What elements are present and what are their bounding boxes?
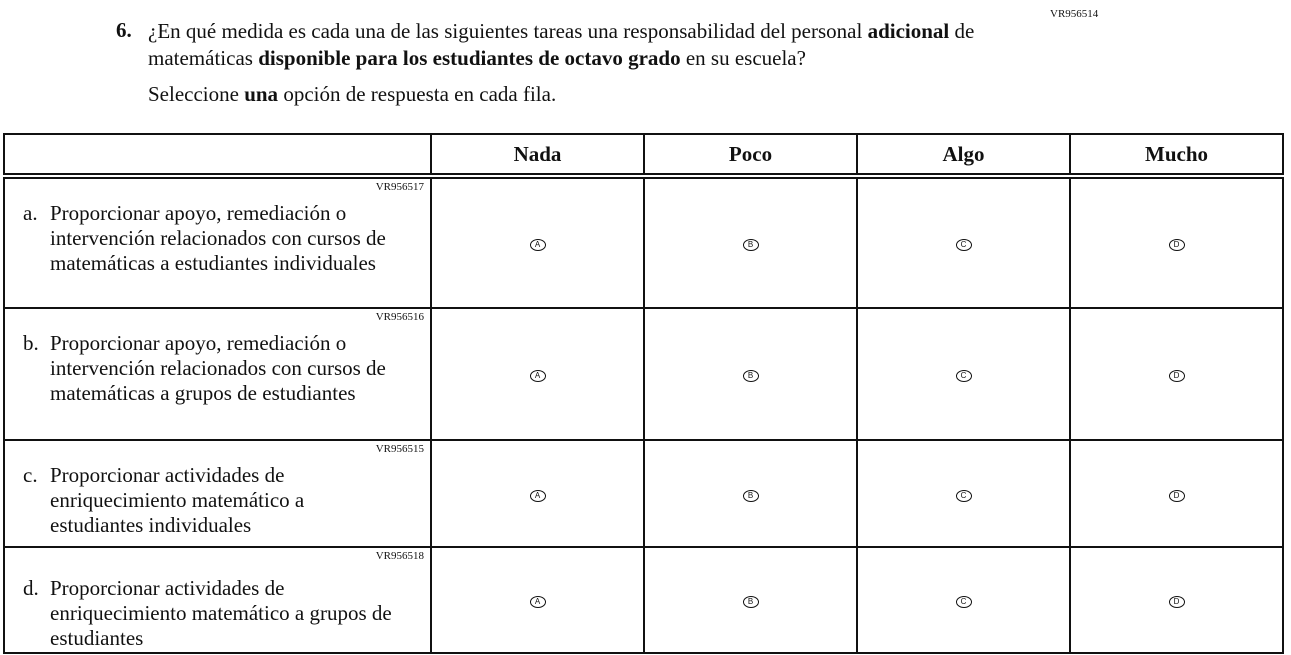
- option-cell: [1070, 176, 1283, 308]
- item-id: VR956517: [375, 181, 424, 193]
- option-cell: [1070, 440, 1283, 547]
- option-cell: [431, 440, 644, 547]
- option-cell: [1070, 308, 1283, 440]
- header-poco: Poco: [644, 134, 857, 176]
- response-bubble-c[interactable]: C: [956, 596, 972, 608]
- response-bubble-b[interactable]: B: [743, 596, 759, 608]
- option-cell: [857, 308, 1070, 440]
- text-bold: una: [244, 82, 279, 106]
- header-blank: [4, 134, 431, 176]
- item-id: VR956516: [375, 311, 424, 323]
- response-bubble-b[interactable]: B: [743, 490, 759, 502]
- header-mucho: Mucho: [1070, 134, 1283, 176]
- option-cell: [644, 547, 857, 653]
- option-cell: [644, 176, 857, 308]
- item-label: d.: [23, 576, 39, 600]
- option-cell: [431, 547, 644, 653]
- option-cell: [1070, 547, 1283, 653]
- header-algo: Algo: [857, 134, 1070, 176]
- response-bubble-d[interactable]: D: [1169, 490, 1185, 502]
- response-bubble-b[interactable]: B: [743, 370, 759, 382]
- item-text: Proporcionar actividades de enriquecimiento matemático a grupos de estudiantes: [50, 576, 392, 650]
- header-row: [4, 134, 1283, 176]
- option-cell: [431, 176, 644, 308]
- question-text: [148, 18, 1028, 72]
- table-row: [4, 308, 1283, 440]
- text: Seleccione: [148, 82, 245, 106]
- item-label: a.: [23, 201, 38, 225]
- text: de matemáticas: [148, 19, 975, 70]
- response-bubble-b[interactable]: B: [743, 239, 759, 251]
- item-cell: [4, 176, 431, 308]
- item-id: VR956518: [375, 550, 424, 562]
- item-text: Proporcionar apoyo, remediación o intervención relacionados con cursos de matemáticas a estudiantes individuales: [50, 201, 386, 275]
- response-bubble-c[interactable]: C: [956, 239, 972, 251]
- response-bubble-a[interactable]: A: [530, 370, 546, 382]
- question-number: 6.: [116, 18, 132, 42]
- item-text: Proporcionar actividades de enriquecimiento matemático a estudiantes individuales: [50, 463, 305, 537]
- response-bubble-d[interactable]: D: [1169, 239, 1185, 251]
- response-grid: [3, 133, 1284, 654]
- question-id: VR956514: [1050, 8, 1099, 20]
- item-cell: [4, 547, 431, 653]
- response-bubble-c[interactable]: C: [956, 370, 972, 382]
- response-bubble-a[interactable]: A: [530, 239, 546, 251]
- response-bubble-d[interactable]: D: [1169, 596, 1185, 608]
- option-cell: [644, 308, 857, 440]
- option-cell: [431, 308, 644, 440]
- text-bold: disponible para los estudiantes de octavo grado: [258, 46, 681, 70]
- option-cell: [857, 440, 1070, 547]
- text: en su escuela?: [680, 46, 806, 70]
- response-bubble-d[interactable]: D: [1169, 370, 1185, 382]
- response-bubble-c[interactable]: C: [956, 490, 972, 502]
- option-cell: [857, 547, 1070, 653]
- response-bubble-a[interactable]: A: [530, 596, 546, 608]
- response-bubble-a[interactable]: A: [530, 490, 546, 502]
- option-cell: [857, 176, 1070, 308]
- item-cell: [4, 308, 431, 440]
- text: opción de respuesta en cada fila.: [278, 82, 557, 106]
- text-bold: adicional: [867, 19, 950, 43]
- item-cell: [4, 440, 431, 547]
- table-row: [4, 176, 1283, 308]
- option-cell: [644, 440, 857, 547]
- header-nada: Nada: [431, 134, 644, 176]
- item-label: b.: [23, 331, 39, 355]
- table-row: [4, 547, 1283, 653]
- instruction: [148, 82, 556, 107]
- item-text: Proporcionar apoyo, remediación o intervención relacionados con cursos de matemáticas a grupos de estudiantes: [50, 331, 386, 405]
- item-label: c.: [23, 463, 38, 487]
- text: ¿En qué medida es cada una de las siguientes tareas una responsabilidad del personal: [148, 19, 868, 43]
- item-id: VR956515: [375, 443, 424, 455]
- table-row: [4, 440, 1283, 547]
